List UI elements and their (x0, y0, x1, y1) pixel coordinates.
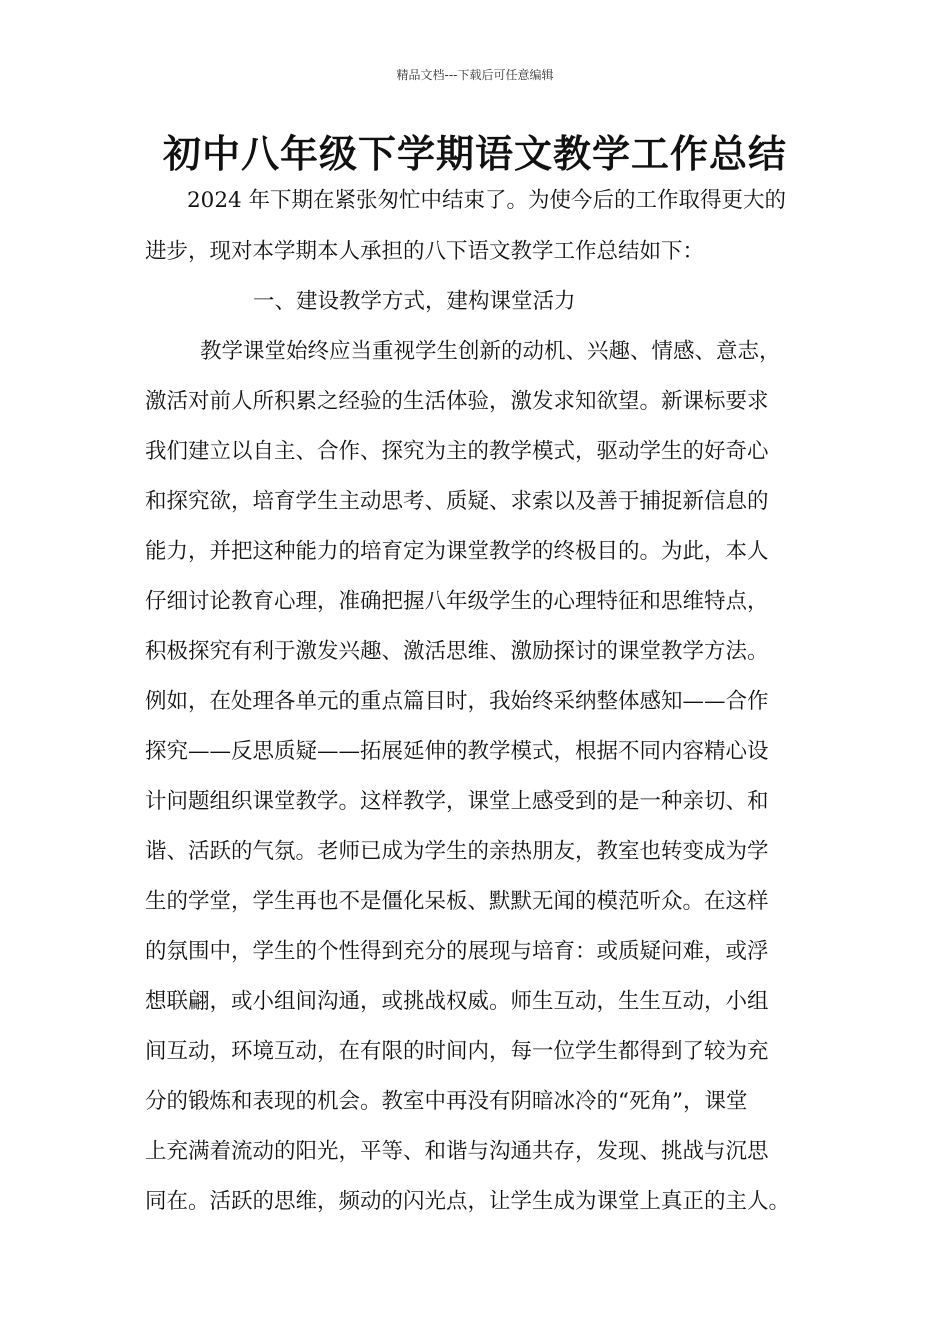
body-line: 计问题组织课堂教学。这样教学，课堂上感受到的是一种亲切、和 (145, 789, 769, 814)
body-line: 积极探究有利于激发兴趣、激活思维、激励探讨的课堂教学方法。 (145, 639, 769, 664)
section-heading: 一、建设教学方式，建构课堂活力 (253, 289, 576, 314)
body-line: 激活对前人所积累之经验的生活体验，激发求知欲望。新课标要求 (145, 389, 769, 414)
intro-line: 进步，现对本学期本人承担的八下语文教学工作总结如下： (145, 239, 705, 264)
body-line: 探究——反思质疑——拓展延伸的教学模式，根据不同内容精心设 (145, 739, 769, 764)
body-line: 分的锻炼和表现的机会。教室中再没有阴暗冰冷的“死角”，课堂 (145, 1089, 748, 1114)
body-line: 教学课堂始终应当重视学生创新的动机、兴趣、情感、意志， (200, 339, 781, 364)
body-line: 谐、活跃的气氛。老师已成为学生的亲热朋友，教室也转变成为学 (145, 839, 769, 864)
body-line: 上充满着流动的阳光，平等、和谐与沟通共存，发现、挑战与沉思 (145, 1139, 769, 1164)
body-line: 仔细讨论教育心理，准确把握八年级学生的心理特征和思维特点， (145, 589, 769, 614)
body-line: 想联翩，或小组间沟通，或挑战权威。师生互动，生生互动，小组 (145, 989, 769, 1014)
body-line: 生的学堂，学生再也不是僵化呆板、默默无闻的模范听众。在这样 (145, 889, 769, 914)
body-line: 例如，在处理各单元的重点篇目时，我始终采纳整体感知——合作 (145, 689, 769, 714)
body-line: 同在。活跃的思维，频动的闪光点，让学生成为课堂上真正的主人。 (145, 1189, 791, 1214)
page-header: 精品文档---下载后可任意编辑 (396, 68, 554, 82)
intro-line: 2024 年下期在紧张匆忙中结束了。为使今后的工作取得更大的 (187, 188, 787, 213)
body-line: 我们建立以自主、合作、探究为主的教学模式，驱动学生的好奇心 (145, 439, 769, 464)
body-line: 的氛围中，学生的个性得到充分的展现与培育：或质疑问难，或浮 (145, 939, 769, 964)
document-title: 初中八年级下学期语文教学工作总结 (162, 132, 787, 176)
body-line: 能力，并把这种能力的培育定为课堂教学的终极目的。为此，本人 (145, 539, 769, 564)
body-line: 和探究欲，培育学生主动思考、质疑、求索以及善于捕捉新信息的 (145, 489, 769, 514)
body-line: 间互动，环境互动，在有限的时间内，每一位学生都得到了较为充 (145, 1039, 769, 1064)
